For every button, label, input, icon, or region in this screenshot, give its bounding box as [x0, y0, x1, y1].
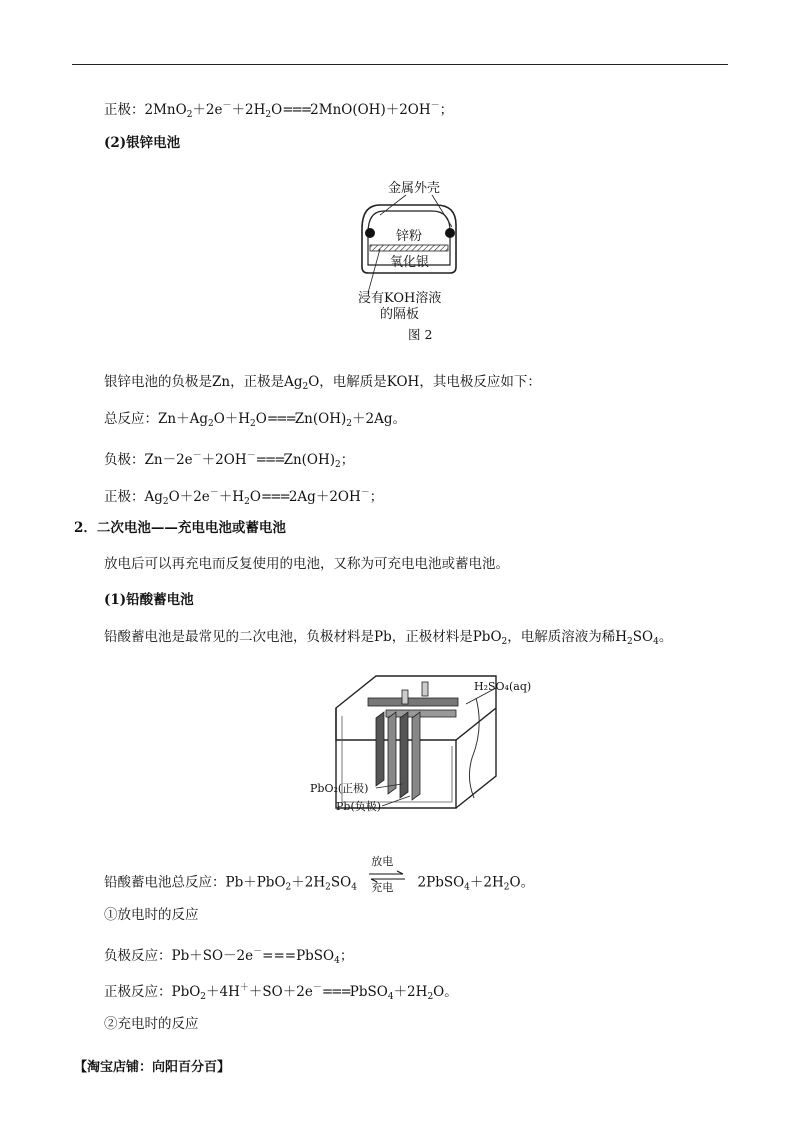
header-rule	[72, 64, 728, 65]
total-reaction: 总反应：$Zn+Ag_2O+H_2O===Zn(OH)_2+2Ag$。	[104, 411, 406, 429]
charge-title: ②充电时的反应	[104, 1016, 199, 1032]
label-pbo2-positive: PbO₂(正极)	[310, 782, 369, 795]
label-sulfuric-acid: H₂SO₄(aq)	[474, 680, 532, 693]
label-pb-negative: Pb(负极)	[336, 800, 382, 813]
reversible-arrow	[367, 855, 407, 898]
lead-acid-diagram	[306, 668, 556, 828]
silver-zinc-description: 银锌电池的负极是Zn，正极是$Ag_2O$，电解质是KOH，其电极反应如下：	[104, 374, 541, 392]
figure-2-caption: 图 2	[408, 327, 433, 342]
discharge-label: 放电	[371, 855, 394, 868]
positive-ag-reaction: 正极：$Ag_2O+2e^-+H_2O===2Ag+2OH^-$；	[104, 488, 384, 507]
secondary-description: 放电后可以再充电而反复使用的电池，又称为可充电电池或蓄电池。	[104, 556, 509, 572]
charge-label: 充电	[371, 881, 394, 894]
label-metal-shell: 金属外壳	[388, 181, 441, 196]
silver-zinc-diagram	[340, 175, 480, 345]
heading-secondary-battery: 2．二次电池——充电电池或蓄电池	[74, 520, 286, 536]
label-silver-oxide: 氧化银	[390, 255, 430, 270]
lead-acid-total-reaction: 铅酸蓄电池总反应：$Pb+PbO_2+2H_2SO_4$ 放电 充电 $2PbSO_4+2H_2O$。	[104, 868, 534, 898]
negative-electrode-reaction: 负极反应：Pb＋SO－2e－===PbSO$_4$；	[104, 947, 354, 966]
label-zinc-powder: 锌粉	[396, 229, 423, 244]
label-separator-1: 浸有KOH溶液	[358, 291, 442, 306]
lead-acid-description: 铅酸蓄电池是最常见的二次电池，负极材料是Pb，正极材料是PbO$_2$，电解质溶液为稀$H_2SO_4$。	[104, 629, 673, 647]
positive-mno2-equation: 正极：$2MnO_2+2e^-+2H_2O===2MnO(OH)+2OH^-$；	[104, 101, 454, 120]
heading-lead-acid: (1)铅酸蓄电池	[104, 592, 194, 608]
label-separator-2: 的隔板	[380, 307, 420, 322]
negative-reaction: 负极：$Zn-2e^-+2OH^-===Zn(OH)_2$；	[104, 451, 355, 470]
heading-silver-zinc: (2)银锌电池	[104, 135, 181, 151]
footer-shop: 【淘宝店铺：向阳百分百】	[74, 1060, 231, 1075]
positive-electrode-reaction: 正极反应：$PbO_2+4H^++SO+2e^-===PbSO_4+2H_2O$。	[104, 983, 458, 1002]
discharge-title: ①放电时的反应	[104, 907, 199, 923]
